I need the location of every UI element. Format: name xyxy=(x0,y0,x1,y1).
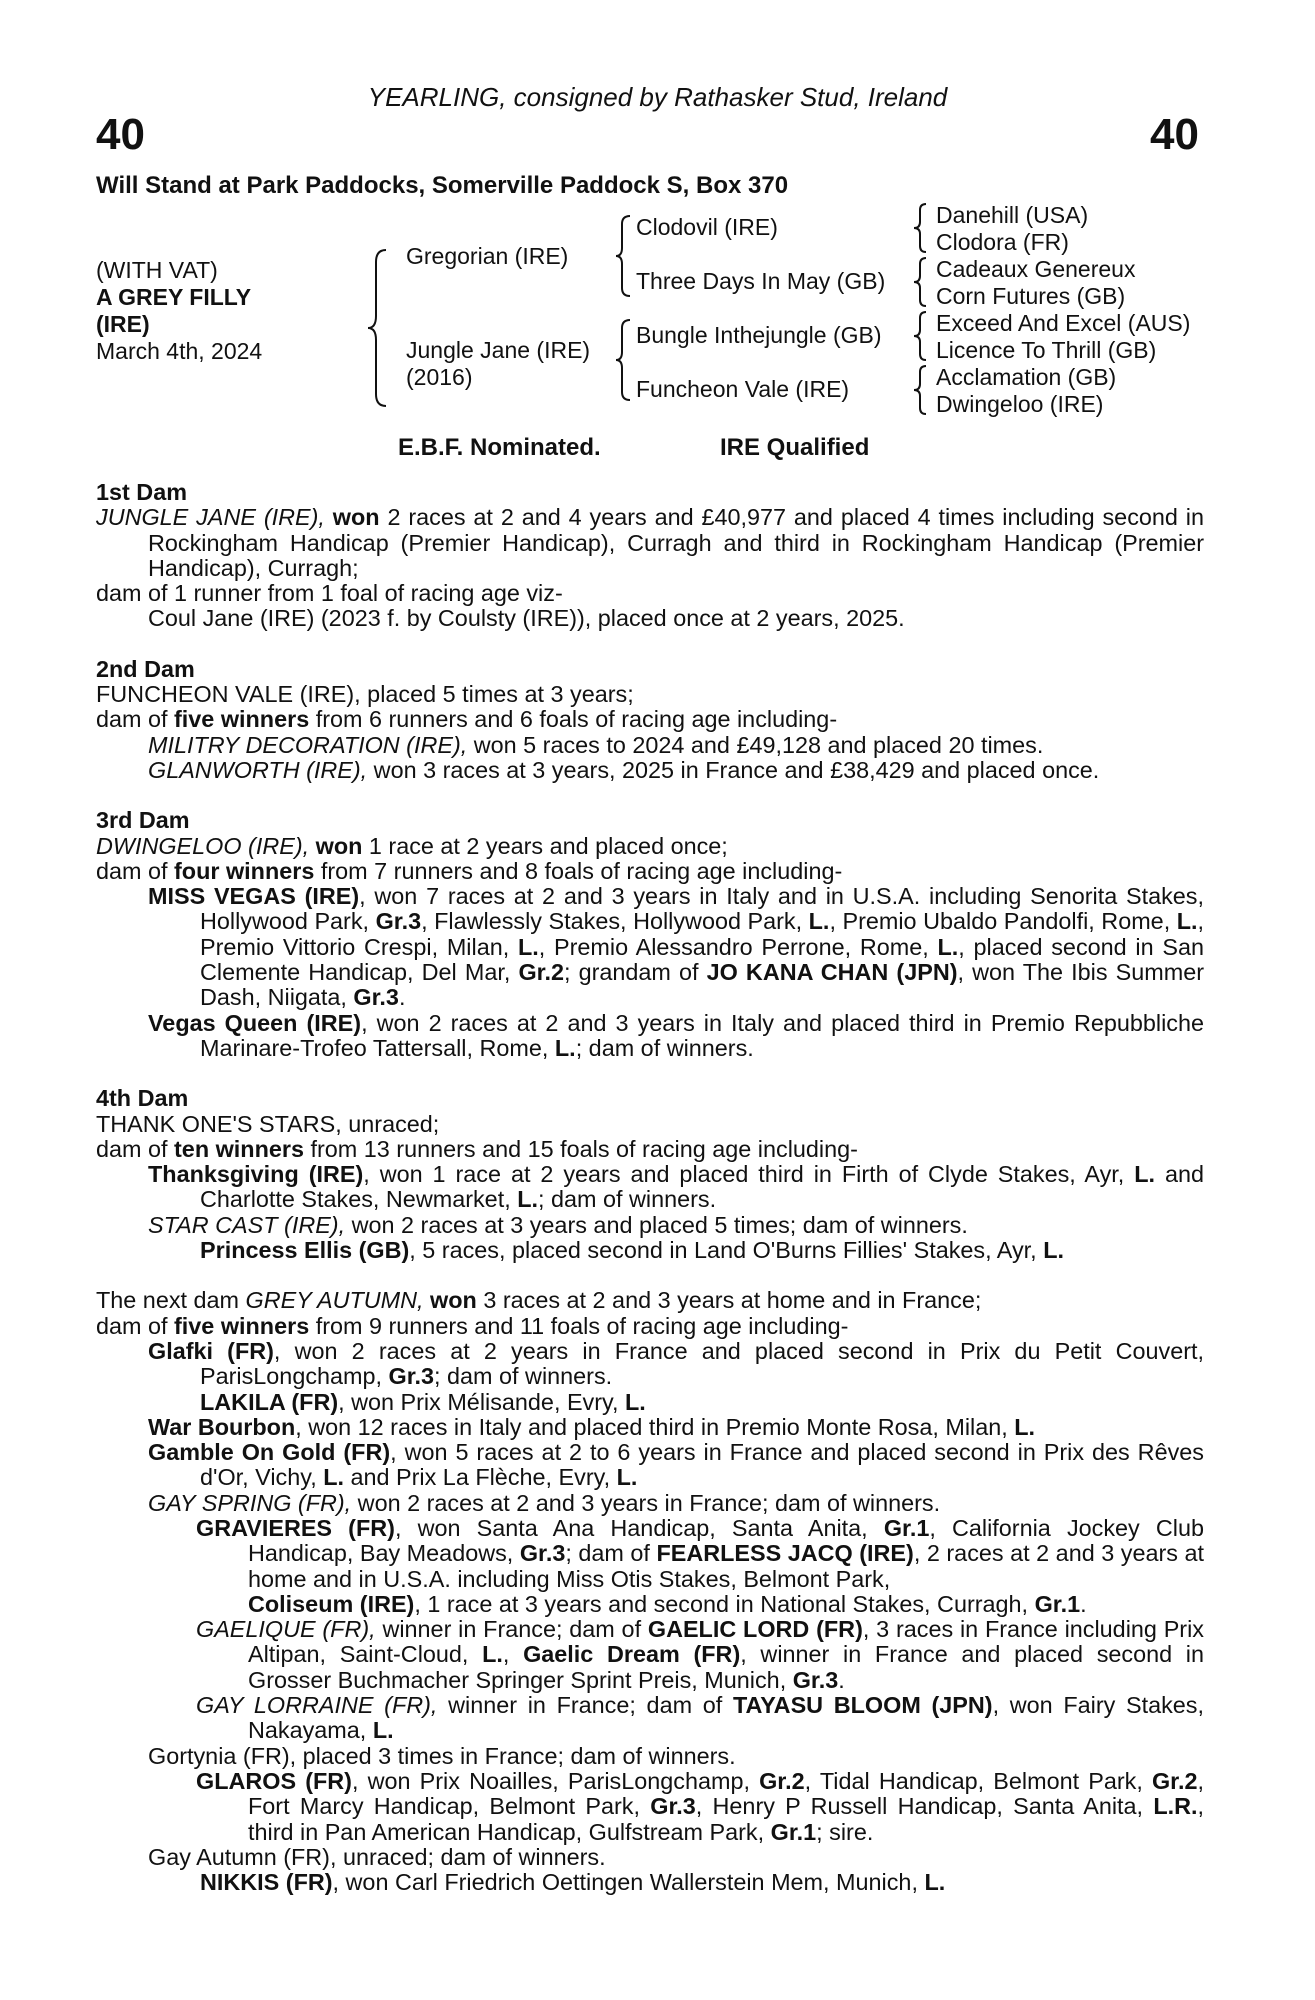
catalogue-body xyxy=(96,480,1204,1895)
winner-gaelique: GAELIQUE (FR), winner in France; dam of GAELIC LORD (FR), 3 races in France including Prix Altipan, Saint-Cloud, L., Gaelic Dream (FR), winner in France and placed second in Grosser Buchmacher Springer Sprint Preis, Munich, Gr.3. xyxy=(196,1616,1205,1693)
ire-qualified: IRE Qualified xyxy=(720,434,870,461)
dam2-winner-2: GLANWORTH (IRE), won 3 races at 3 years, 2025 in France and £38,429 and placed once. xyxy=(148,756,1100,783)
dam-dam: Funcheon Vale (IRE) xyxy=(636,376,850,402)
brace-sd xyxy=(912,256,930,308)
lot-number-left: 40 xyxy=(96,110,145,159)
dam-brace xyxy=(614,318,634,402)
sire-brace xyxy=(614,214,634,298)
next-dam-produce: dam of five winners from 9 runners and 11 foals of racing age including- xyxy=(96,1312,849,1339)
dam3-record: DWINGELOO (IRE), won 1 race at 2 years and placed once; xyxy=(96,832,728,859)
dam2-record: FUNCHEON VALE (IRE), placed 5 times at 3 years; xyxy=(96,681,634,708)
dam1-heading: 1st Dam xyxy=(96,479,188,505)
dam3-produce: dam of four winners from 7 runners and 8 foals of racing age including- xyxy=(96,857,843,884)
winner-glaros: GLAROS (FR), won Prix Noailles, ParisLongchamp, Gr.2, Tidal Handicap, Belmont Park, Gr.2, Fort Marcy Handicap, Belmont Park, Gr.3, Henry P Russell Handicap, Santa Anita, L.R., third in Pan American Handicap, Gulfstream Park, Gr.1; sire. xyxy=(196,1767,1204,1845)
ped-ddd: Dwingeloo (IRE) xyxy=(936,391,1104,417)
ped-ssd: Clodora (FR) xyxy=(936,229,1069,255)
dam4-winner-princess-ellis: Princess Ellis (GB), 5 races, placed second in Land O'Burns Fillies' Stakes, Ayr, L. xyxy=(200,1237,1064,1264)
foaling-date: March 4th, 2024 xyxy=(96,338,263,364)
dam2-heading: 2nd Dam xyxy=(96,655,195,682)
vat-note: (WITH VAT) xyxy=(96,257,218,283)
winner-gamble-on-gold: Gamble On Gold (FR), won 5 races at 2 to 6 years in France and placed second in Prix des Rêves d'Or, Vichy, L. and Prix La Flèche, Evry, L. xyxy=(148,1439,1204,1491)
sire-dam: Three Days In May (GB) xyxy=(636,268,886,294)
ebf-nomination: E.B.F. Nominated. xyxy=(398,434,601,461)
main-brace xyxy=(366,248,390,408)
sire-name: Gregorian (IRE) xyxy=(406,243,569,269)
dam2-winner-1: MILITRY DECORATION (IRE), won 5 races to 2024 and £49,128 and placed 20 times. xyxy=(148,731,1044,758)
ped-dds: Acclamation (GB) xyxy=(936,364,1117,390)
winner-gay-autumn: Gay Autumn (FR), unraced; dam of winners. xyxy=(148,1843,606,1870)
dam3-winner-vegas-queen: Vegas Queen (IRE), won 2 races at 2 and 3 years in Italy and placed third in Premio Repubbliche Marinare-Trofeo Tattersall, Rome, L.; dam of winners. xyxy=(148,1009,1204,1061)
consignor-note: YEARLING, consigned by Rathasker Stud, Ireland xyxy=(367,82,948,112)
dam3-heading: 3rd Dam xyxy=(96,807,190,834)
winner-gay-spring: GAY SPRING (FR), won 2 races at 2 and 3 years in France; dam of winners. xyxy=(148,1489,941,1516)
winner-glafki: Glafki (FR), won 2 races at 2 years in France and placed second in Prix du Petit Couvert, ParisLongchamp, Gr.3; dam of winners. xyxy=(148,1337,1204,1390)
brace-ss xyxy=(912,202,930,254)
sire-sire: Clodovil (IRE) xyxy=(636,214,778,240)
dam2-produce: dam of five winners from 6 runners and 6 foals of racing age including- xyxy=(96,706,838,733)
dam1-produce: dam of 1 runner from 1 foal of racing age viz- xyxy=(96,580,563,607)
winner-lakila: LAKILA (FR), won Prix Mélisande, Evry, L. xyxy=(200,1388,646,1415)
next-dam-record: The next dam GREY AUTUMN, won 3 races at 2 and 3 years at home and in France; xyxy=(96,1287,982,1314)
dam-year: (2016) xyxy=(406,364,473,390)
ped-sds: Cadeaux Genereux xyxy=(936,256,1136,282)
winner-gravieres: GRAVIERES (FR), won Santa Ana Handicap, Santa Anita, Gr.1, California Jockey Club Handicap, Bay Meadows, Gr.3; dam of FEARLESS JACQ (IRE), 2 races at 2 and 3 years at home and in U.S.A. including Miss Otis Stakes, Belmont Park, xyxy=(196,1514,1205,1592)
ped-sss: Danehill (USA) xyxy=(936,202,1089,228)
dam1-foal: Coul Jane (IRE) (2023 f. by Coulsty (IRE)), placed once at 2 years, 2025. xyxy=(148,605,905,632)
subject-origin: (IRE) xyxy=(96,311,150,337)
dam-sire: Bungle Inthejungle (GB) xyxy=(636,322,882,348)
dam4-produce: dam of ten winners from 13 runners and 15 foals of racing age including- xyxy=(96,1135,858,1162)
dam4-record: THANK ONE'S STARS, unraced; xyxy=(96,1110,440,1137)
brace-ds xyxy=(912,310,930,362)
lot-number-right: 40 xyxy=(1150,110,1199,159)
subject-name: A GREY FILLY xyxy=(96,284,252,310)
dam4-heading: 4th Dam xyxy=(96,1085,189,1112)
ped-sdd: Corn Futures (GB) xyxy=(936,283,1126,309)
stable-location: Will Stand at Park Paddocks, Somerville Paddock S, Box 370 xyxy=(96,172,789,199)
ped-dsd: Licence To Thrill (GB) xyxy=(936,337,1157,363)
brace-dd xyxy=(912,364,930,416)
winner-gortynia: Gortynia (FR), placed 3 times in France; dam of winners. xyxy=(148,1742,736,1769)
winner-nikkis: NIKKIS (FR), won Carl Friedrich Oettingen Wallerstein Mem, Munich, L. xyxy=(200,1869,946,1896)
dam1-record: JUNGLE JANE (IRE), won 2 races at 2 and 4 years and £40,977 and placed 4 times including second in Rockingham Handicap (Premier Handicap), Curragh and third in Rockingham Handicap (Premier Handicap), Curragh; xyxy=(96,504,1205,581)
dam4-winner-thanksgiving: Thanksgiving (IRE), won 1 race at 2 years and placed third in Firth of Clyde Stakes, Ayr, L. and Charlotte Stakes, Newmarket, L.; dam of winners. xyxy=(148,1161,1204,1213)
ped-dss: Exceed And Excel (AUS) xyxy=(936,310,1191,336)
winner-war-bourbon: War Bourbon, won 12 races in Italy and placed third in Premio Monte Rosa, Milan, L. xyxy=(148,1413,1036,1440)
dam4-winner-star-cast: STAR CAST (IRE), won 2 races at 3 years and placed 5 times; dam of winners. xyxy=(148,1211,968,1238)
winner-gay-lorraine: GAY LORRAINE (FR), winner in France; dam of TAYASU BLOOM (JPN), won Fairy Stakes, Nakayama, L. xyxy=(196,1692,1204,1744)
winner-coliseum: Coliseum (IRE), 1 race at 3 years and second in National Stakes, Curragh, Gr.1. xyxy=(248,1590,1087,1617)
dam-name: Jungle Jane (IRE) xyxy=(406,337,591,363)
dam3-winner-miss-vegas: MISS VEGAS (IRE), won 7 races at 2 and 3 years in Italy and in U.S.A. including Senorita Stakes, Hollywood Park, Gr.3, Flawlessly Stakes, Hollywood Park, L., Premio Ubaldo Pandolfi, Rome, L., Premio Vittorio Crespi, Milan, L., Premio Alessandro Perrone, Rome, L., placed second in San Clemente Handicap, Del Mar, Gr.2; grandam of JO KANA CHAN (JPN), won The Ibis Summer Dash, Niigata, Gr.3. xyxy=(148,883,1205,1011)
